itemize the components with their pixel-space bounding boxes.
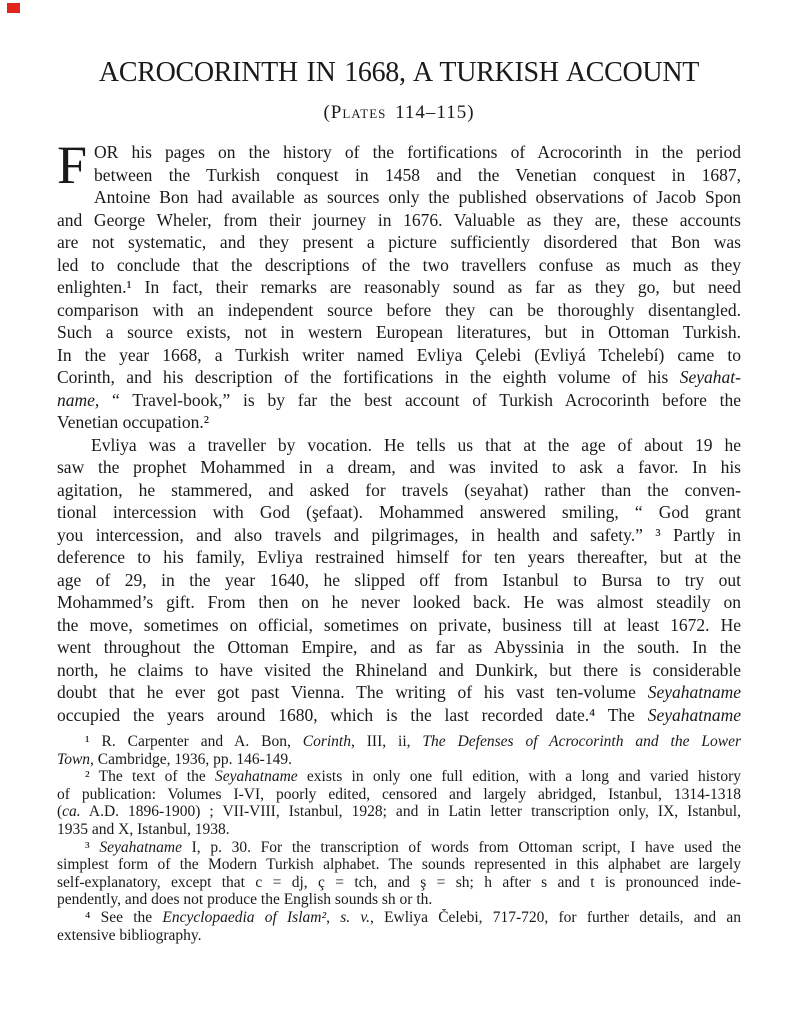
text-line: saw the prophet Mohammed in a dream, and was invited to ask a favor. In his [57, 457, 741, 477]
text-line: led to conclude that the descriptions of the two travellers confuse as much as they [57, 254, 741, 275]
article-body [57, 135, 741, 726]
article-title: ACROCORINTH IN 1668, A TURKISH ACCOUNT [98, 57, 700, 88]
text-line: are not systematic, and they present a picture sufficiently disordered that Bon was [57, 232, 741, 252]
text-line: Corinth, and his description of the fortifications in the eighth volume of his Seyahat- [57, 367, 741, 387]
footnotes [57, 733, 741, 944]
text-line: ⁴ See the Encyclopaedia of Islam², s. v., Ewliya Čelebi, 717-720, for further details, and an [85, 908, 741, 926]
plates-subtitle: (Plates 114–115) [323, 102, 475, 123]
text-line: Venetian occupation.² [57, 412, 209, 432]
text-line: age of 29, in the year 1640, he slipped off from Istanbul to Bursa to try out [57, 569, 741, 590]
paragraph [57, 135, 741, 434]
paragraph [57, 434, 741, 727]
footnote [57, 839, 741, 909]
text-line: Such a source exists, not in western European literatures, but in Ottoman Turkish. [57, 322, 741, 342]
text-line: you intercession, and also travels and pilgrimages, in health and safety.” ³ Partly in [57, 524, 741, 545]
text-line: Antoine Bon had available as sources only the published observations of Jacob Spon [94, 187, 741, 207]
footnote [57, 768, 741, 838]
footnote [57, 733, 741, 768]
text-line: north, he claims to have visited the Rhineland and Dunkirk, but there is considerable [57, 659, 741, 680]
page-content [57, 0, 741, 944]
text-line: of publication: Volumes I-VI, poorly edited, censored and largely abridged, Istanbul, 1314-1318 [57, 785, 741, 803]
text-line: 1935 and X, Istanbul, 1938. [57, 820, 230, 838]
text-line: In the year 1668, a Turkish writer named Evliya Çelebi (Evliyá Tchelebí) came to [57, 344, 741, 365]
text-line: OR his pages on the history of the fortifications of Acrocorinth in the period [94, 142, 741, 162]
text-line: Mohammed’s gift. From then on he never looked back. He was almost steadily on [57, 592, 741, 612]
text-line: Evliya was a traveller by vocation. He tells us that at the age of about 19 he [91, 434, 741, 455]
text-line: ³ Seyahatname I, p. 30. For the transcription of words from Ottoman script, I have used the [85, 838, 741, 856]
drop-cap: F [57, 135, 88, 195]
text-line: and George Wheler, from their journey in 1676. Valuable as they are, these accounts [57, 209, 741, 230]
text-line: self-explanatory, except that c = dj, ç = tch, and ş = sh; h after s and t is pronounced inde- [57, 873, 741, 891]
text-line: enlighten.¹ In fact, their remarks are reasonably sound as far as they go, but need [57, 277, 741, 297]
text-line: simplest form of the Modern Turkish alphabet. The sounds represented in this alphabet are largely [57, 856, 741, 874]
text-line: went throughout the Ottoman Empire, and as far as Abyssinia in the south. In the [57, 637, 741, 657]
text-line: tional intercession with God (şefaat). Mohammed answered smiling, “ God grant [57, 502, 741, 522]
text-line: name, “ Travel-book,” is by far the best account of Turkish Acrocorinth before the [57, 389, 741, 410]
text-line: Town, Cambridge, 1936, pp. 146-149. [57, 750, 292, 768]
text-line: between the Turkish conquest in 1458 and the Venetian conquest in 1687, [94, 164, 741, 185]
text-line: doubt that he ever got past Vienna. The writing of his vast ten-volume Seyahatname [57, 682, 741, 702]
text-line: ¹ R. Carpenter and A. Bon, Corinth, III, ii, The Defenses of Acrocorinth and the Lower [85, 733, 741, 750]
footnote [57, 909, 741, 944]
text-line: ² The text of the Seyahatname exists in only one full edition, with a long and varied history [85, 768, 741, 786]
text-line: agitation, he stammered, and asked for travels (seyahat) rather than the conven- [57, 479, 741, 500]
text-line: deference to his family, Evliya restrained himself for ten years thereafter, but at the [57, 547, 741, 567]
red-corner-marker [7, 3, 20, 13]
text-line: the move, sometimes on official, sometimes on private, business till at least 1672. He [57, 614, 741, 635]
text-line: occupied the years around 1680, which is the last recorded date.⁴ The Seyahatname [57, 704, 741, 725]
text-line: extensive bibliography. [57, 926, 202, 944]
text-line: (ca. A.D. 1896-1900) ; VII-VIII, Istanbul, 1928; and in Latin letter transcription only, IX, Istanbul, [57, 803, 741, 821]
text-line: comparison with an independent source before they can be thoroughly disentangled. [57, 299, 741, 320]
text-line: pendently, and does not produce the English sounds sh or th. [57, 891, 433, 909]
